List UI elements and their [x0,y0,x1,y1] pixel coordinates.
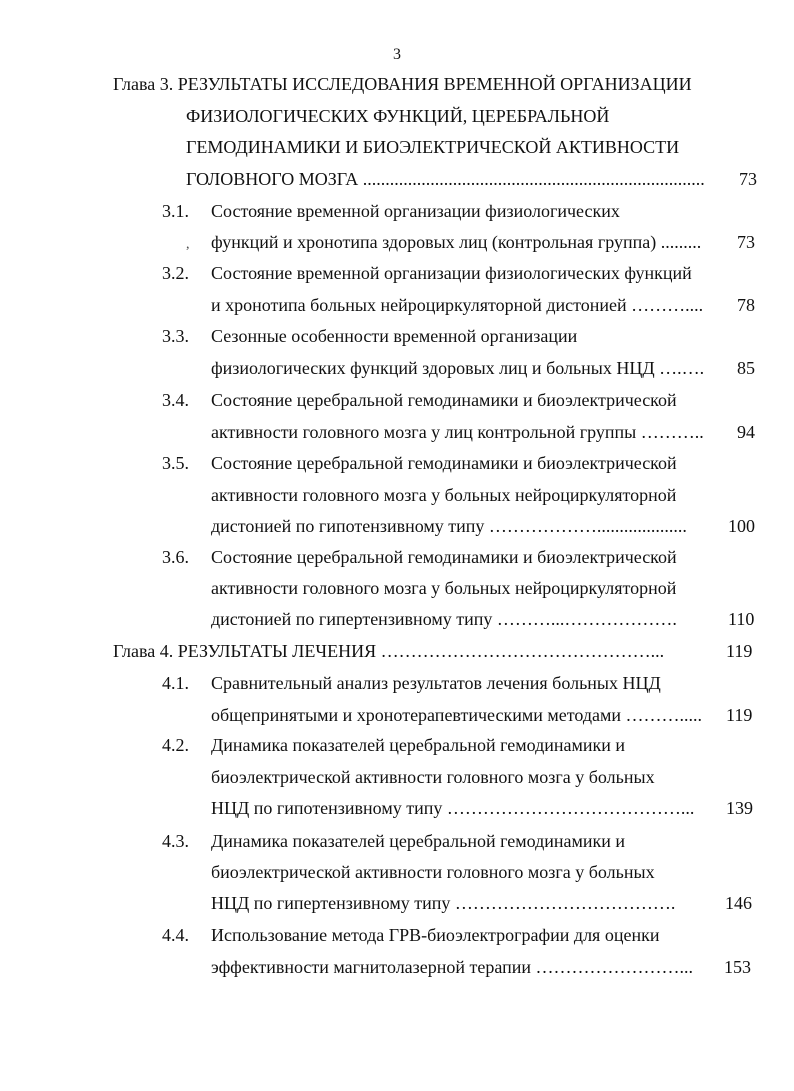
section-3-2-page: 78 [737,295,755,315]
section-4-3-page: 146 [725,893,752,913]
section-3-5-line-2: активности головного мозга у больных нейроциркуляторной [211,485,677,505]
section-3-5-leader: дистонией по гипотензивному типу ……………….................... [211,516,687,536]
section-3-4-line-1: Состояние церебральной гемодинамики и биоэлектрической [211,390,677,410]
section-3-1-number: 3.1. [162,201,189,221]
section-4-2-line-1: Динамика показателей церебральной гемодинамики и [211,735,626,755]
section-3-3-number: 3.3. [162,326,189,346]
section-4-4-line-2 [211,955,756,979]
section-4-3-number: 4.3. [162,831,189,851]
chapter-3-title-line-1: Глава 3. РЕЗУЛЬТАТЫ ИССЛЕДОВАНИЯ ВРЕМЕННОЙ ОРГАНИЗАЦИИ [113,74,692,94]
chapter-4-title [113,639,773,663]
section-4-1-page: 119 [726,705,753,725]
section-3-4-line-2 [211,420,756,444]
chapter-3-title-line-2: ФИЗИОЛОГИЧЕСКИХ ФУНКЦИЙ, ЦЕРЕБРАЛЬНОЙ [186,106,610,126]
section-4-4-line-1: Использование метода ГРВ-биоэлектрографии для оценки [211,925,660,945]
section-3-5-number: 3.5. [162,453,189,473]
chapter-4-page: 119 [726,641,753,661]
section-3-6-line-2: активности головного мозга у больных нейроциркуляторной [211,578,677,598]
section-4-3-line-3 [211,891,756,915]
section-4-1-number: 4.1. [162,673,189,693]
section-4-3-leader: НЦД по гипертензивному типу ………………………………. [211,893,676,913]
section-4-1-line-1: Сравнительный анализ результатов лечения больных НЦД [211,673,661,693]
chapter-3-title-leader: ГОЛОВНОГО МОЗГА ............................................................................ [186,169,705,189]
section-3-2-leader: и хронотипа больных нейроциркуляторной дистонией ……….... [211,295,704,315]
section-3-5-line-1: Состояние церебральной гемодинамики и биоэлектрической [211,453,677,473]
section-4-3-line-1: Динамика показателей церебральной гемодинамики и [211,831,626,851]
section-3-1-line-2 [211,230,756,254]
section-4-2-line-2: биоэлектрической активности головного мозга у больных [211,767,655,787]
section-4-2-number: 4.2. [162,735,189,755]
section-3-4-page: 94 [737,422,755,442]
section-3-6-line-3 [211,607,756,631]
section-3-5-page: 100 [728,516,755,536]
section-4-2-leader: НЦД по гипотензивному типу …………………………………... [211,798,695,818]
section-4-4-leader: эффективности магнитолазерной терапии ……………………... [211,957,694,977]
section-3-5-line-3 [211,514,756,538]
section-3-4-leader: активности головного мозга у лиц контрольной группы ……….. [211,422,704,442]
section-4-2-page: 139 [726,798,753,818]
section-3-4-number: 3.4. [162,390,189,410]
page-number: 3 [393,46,401,63]
section-3-3-line-2 [211,356,756,380]
section-4-2-line-3 [211,796,756,820]
chapter-3-page: 73 [739,169,757,189]
chapter-3-title-line-4 [186,167,776,191]
section-3-1-line-1: Состояние временной организации физиологических [211,201,620,221]
section-3-1-leader: функций и хронотипа здоровых лиц (контрольная группа) ......... [211,232,702,252]
section-3-3-page: 85 [737,358,755,378]
section-3-6-leader: дистонией по гипертензивному типу ………...………………. [211,609,677,629]
section-4-4-page: 153 [724,957,751,977]
section-3-6-number: 3.6. [162,547,189,567]
section-4-4-number: 4.4. [162,925,189,945]
section-4-1-line-2 [211,703,756,727]
chapter-3-title-line-3: ГЕМОДИНАМИКИ И БИОЭЛЕКТРИЧЕСКОЙ АКТИВНОСТИ [186,137,680,157]
stray-mark: , [186,237,190,252]
chapter-4-leader: Глава 4. РЕЗУЛЬТАТЫ ЛЕЧЕНИЯ ………………………………………... [113,641,665,661]
section-3-2-number: 3.2. [162,263,189,283]
section-3-6-line-1: Состояние церебральной гемодинамики и биоэлектрической [211,547,677,567]
section-4-1-leader: общепринятыми и хронотерапевтическими методами ………..... [211,705,703,725]
section-3-6-page: 110 [728,609,755,629]
section-3-2-line-2 [211,293,756,317]
section-3-3-leader: физиологических функций здоровых лиц и больных НЦД ….…. [211,358,705,378]
section-3-1-page: 73 [737,232,755,252]
section-3-2-line-1: Состояние временной организации физиологических функций [211,263,692,283]
section-4-3-line-2: биоэлектрической активности головного мозга у больных [211,862,655,882]
section-3-3-line-1: Сезонные особенности временной организации [211,326,578,346]
